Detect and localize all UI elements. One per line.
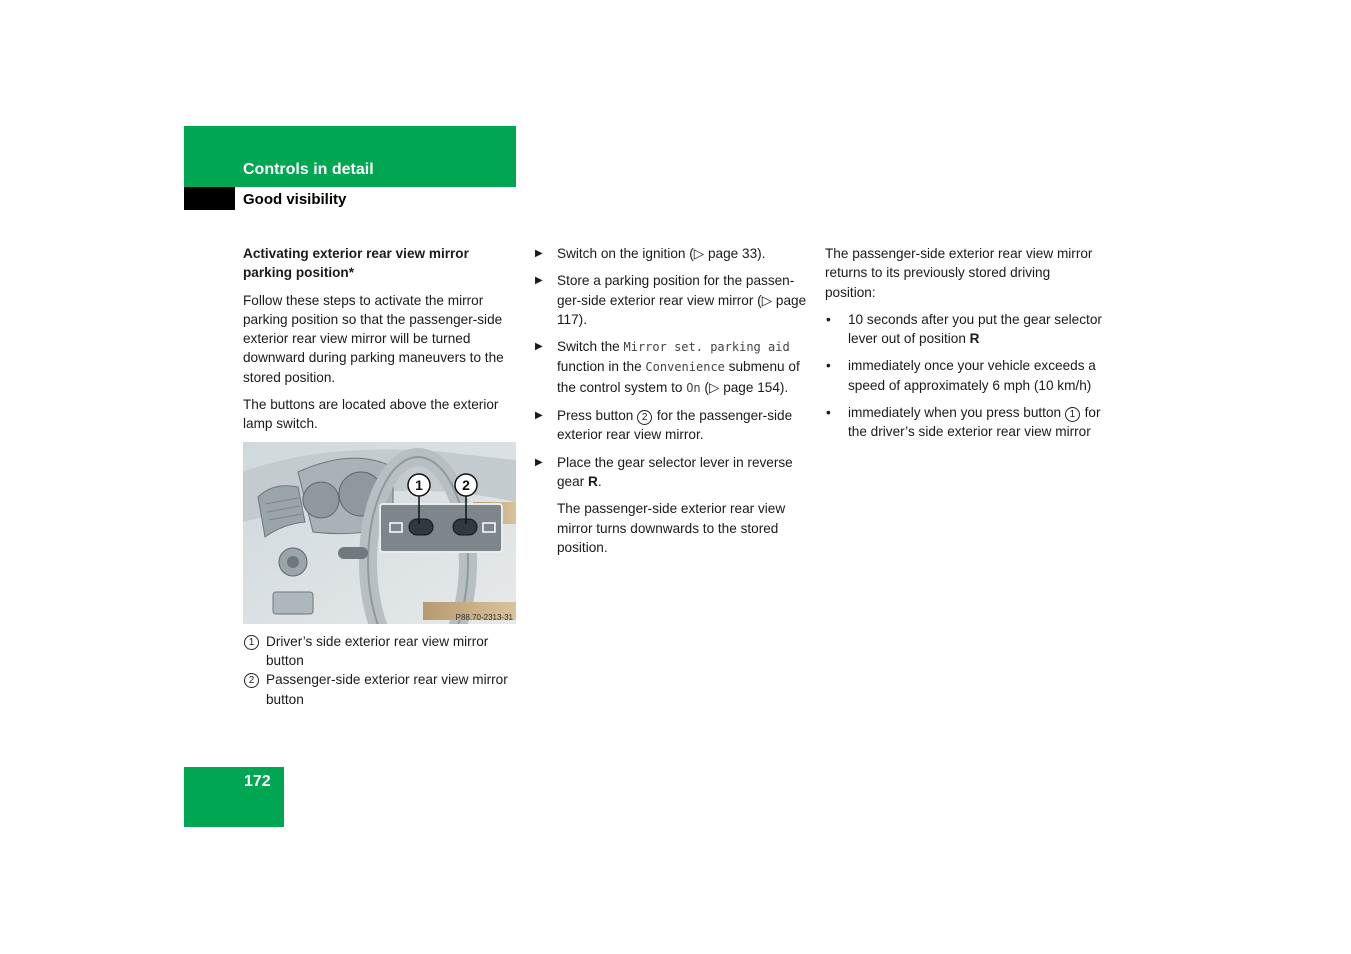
step-text-part: for the passenger-side exterior rear view mirror.: [557, 408, 793, 443]
bullet-icon: •: [826, 311, 831, 327]
step-text-part: (▷ page 154).: [700, 379, 789, 395]
gear-position: R: [587, 473, 598, 489]
callout-2-label: 2: [462, 476, 470, 493]
display-message-text: Convenience: [645, 360, 725, 375]
return-intro: The passenger-side exterior rear view mirror returns to its previously stored driving position:: [825, 246, 1093, 300]
circled-number: 2: [637, 410, 652, 425]
circled-number: 1: [1065, 407, 1080, 422]
bullet-icon: •: [826, 405, 831, 421]
legend-text: Passenger-side exterior rear view mirror button: [266, 672, 508, 707]
condition-text: for the driver’s side exterior rear view mirror: [848, 405, 1101, 440]
display-message-text: Mirror set. parking aid: [623, 340, 790, 355]
bullet-icon: •: [826, 358, 831, 374]
column-left: [243, 244, 518, 709]
step-list: [535, 244, 810, 491]
dashboard-drawing: [243, 442, 516, 624]
step-arrow-icon: ▶: [535, 275, 543, 287]
step-arrow-icon: ▶: [535, 248, 543, 259]
step-arrow-icon: ▶: [535, 410, 543, 422]
step-result: The passenger-side exterior rear view mirror turns downwards to the stored position.: [557, 501, 786, 555]
step-item: [535, 244, 810, 263]
condition-list: [825, 310, 1103, 442]
intro-paragraph: Follow these steps to activate the mirror parking position so that the passenger-side exterior rear view mirror will be turned downward during parking maneuvers to the stored position.: [243, 292, 504, 385]
figure-id: P88.70-2313-31: [455, 612, 513, 622]
step-arrow-icon: ▶: [535, 456, 543, 468]
condition-item: [825, 403, 1103, 442]
dashboard-illustration: [243, 442, 516, 624]
step-text-part: Press button: [557, 408, 638, 424]
legend-item: [243, 670, 518, 709]
step-item: [535, 271, 810, 329]
step-item: [535, 406, 810, 445]
condition-item: [825, 356, 1103, 395]
condition-text: 10 seconds after you put the gear selector lever out of position: [848, 311, 1102, 347]
step-text: Switch on the ignition (▷ page 33).: [557, 246, 766, 261]
condition-text: immediately when you press button: [848, 405, 1065, 421]
subsection-title: Good visibility: [243, 191, 347, 208]
step-arrow-icon: ▶: [535, 341, 543, 353]
condition-item: [825, 310, 1103, 349]
step-item: [535, 337, 810, 398]
step-text-part: .: [597, 473, 602, 489]
step-text-part: Switch the: [557, 339, 624, 355]
column-right: [825, 244, 1103, 450]
legend-text: Driver’s side exterior rear view mirror button: [266, 633, 489, 668]
figure-legend: [243, 632, 518, 709]
step-text-part: function in the: [557, 359, 646, 375]
page-number: 172: [244, 773, 271, 790]
procedure-heading: Activating exterior rear view mirror parking position*: [243, 246, 469, 281]
legend-item: [243, 632, 518, 671]
step-text: Store a parking position for the passenger-side exterior rear view mirror (▷ page 117).: [557, 273, 807, 327]
column-middle: [535, 244, 810, 565]
step-text-part: Place the gear selector lever in reverse gear: [557, 454, 793, 489]
step-item: [535, 453, 810, 492]
section-title: Controls in detail: [243, 161, 374, 178]
gear-position: R: [969, 331, 980, 347]
condition-text: immediately once your vehicle exceeds a speed of approximately 6 mph (10 km/h): [848, 358, 1096, 393]
location-paragraph: The buttons are located above the exterior lamp switch.: [243, 397, 499, 432]
callout-1-label: 1: [415, 476, 423, 493]
section-tab-marker: [184, 187, 235, 210]
display-message-text: On: [686, 380, 701, 395]
circled-number: 2: [244, 673, 259, 688]
circled-number: 1: [244, 635, 259, 650]
step-text-part: submenu of the control system to: [557, 359, 800, 395]
